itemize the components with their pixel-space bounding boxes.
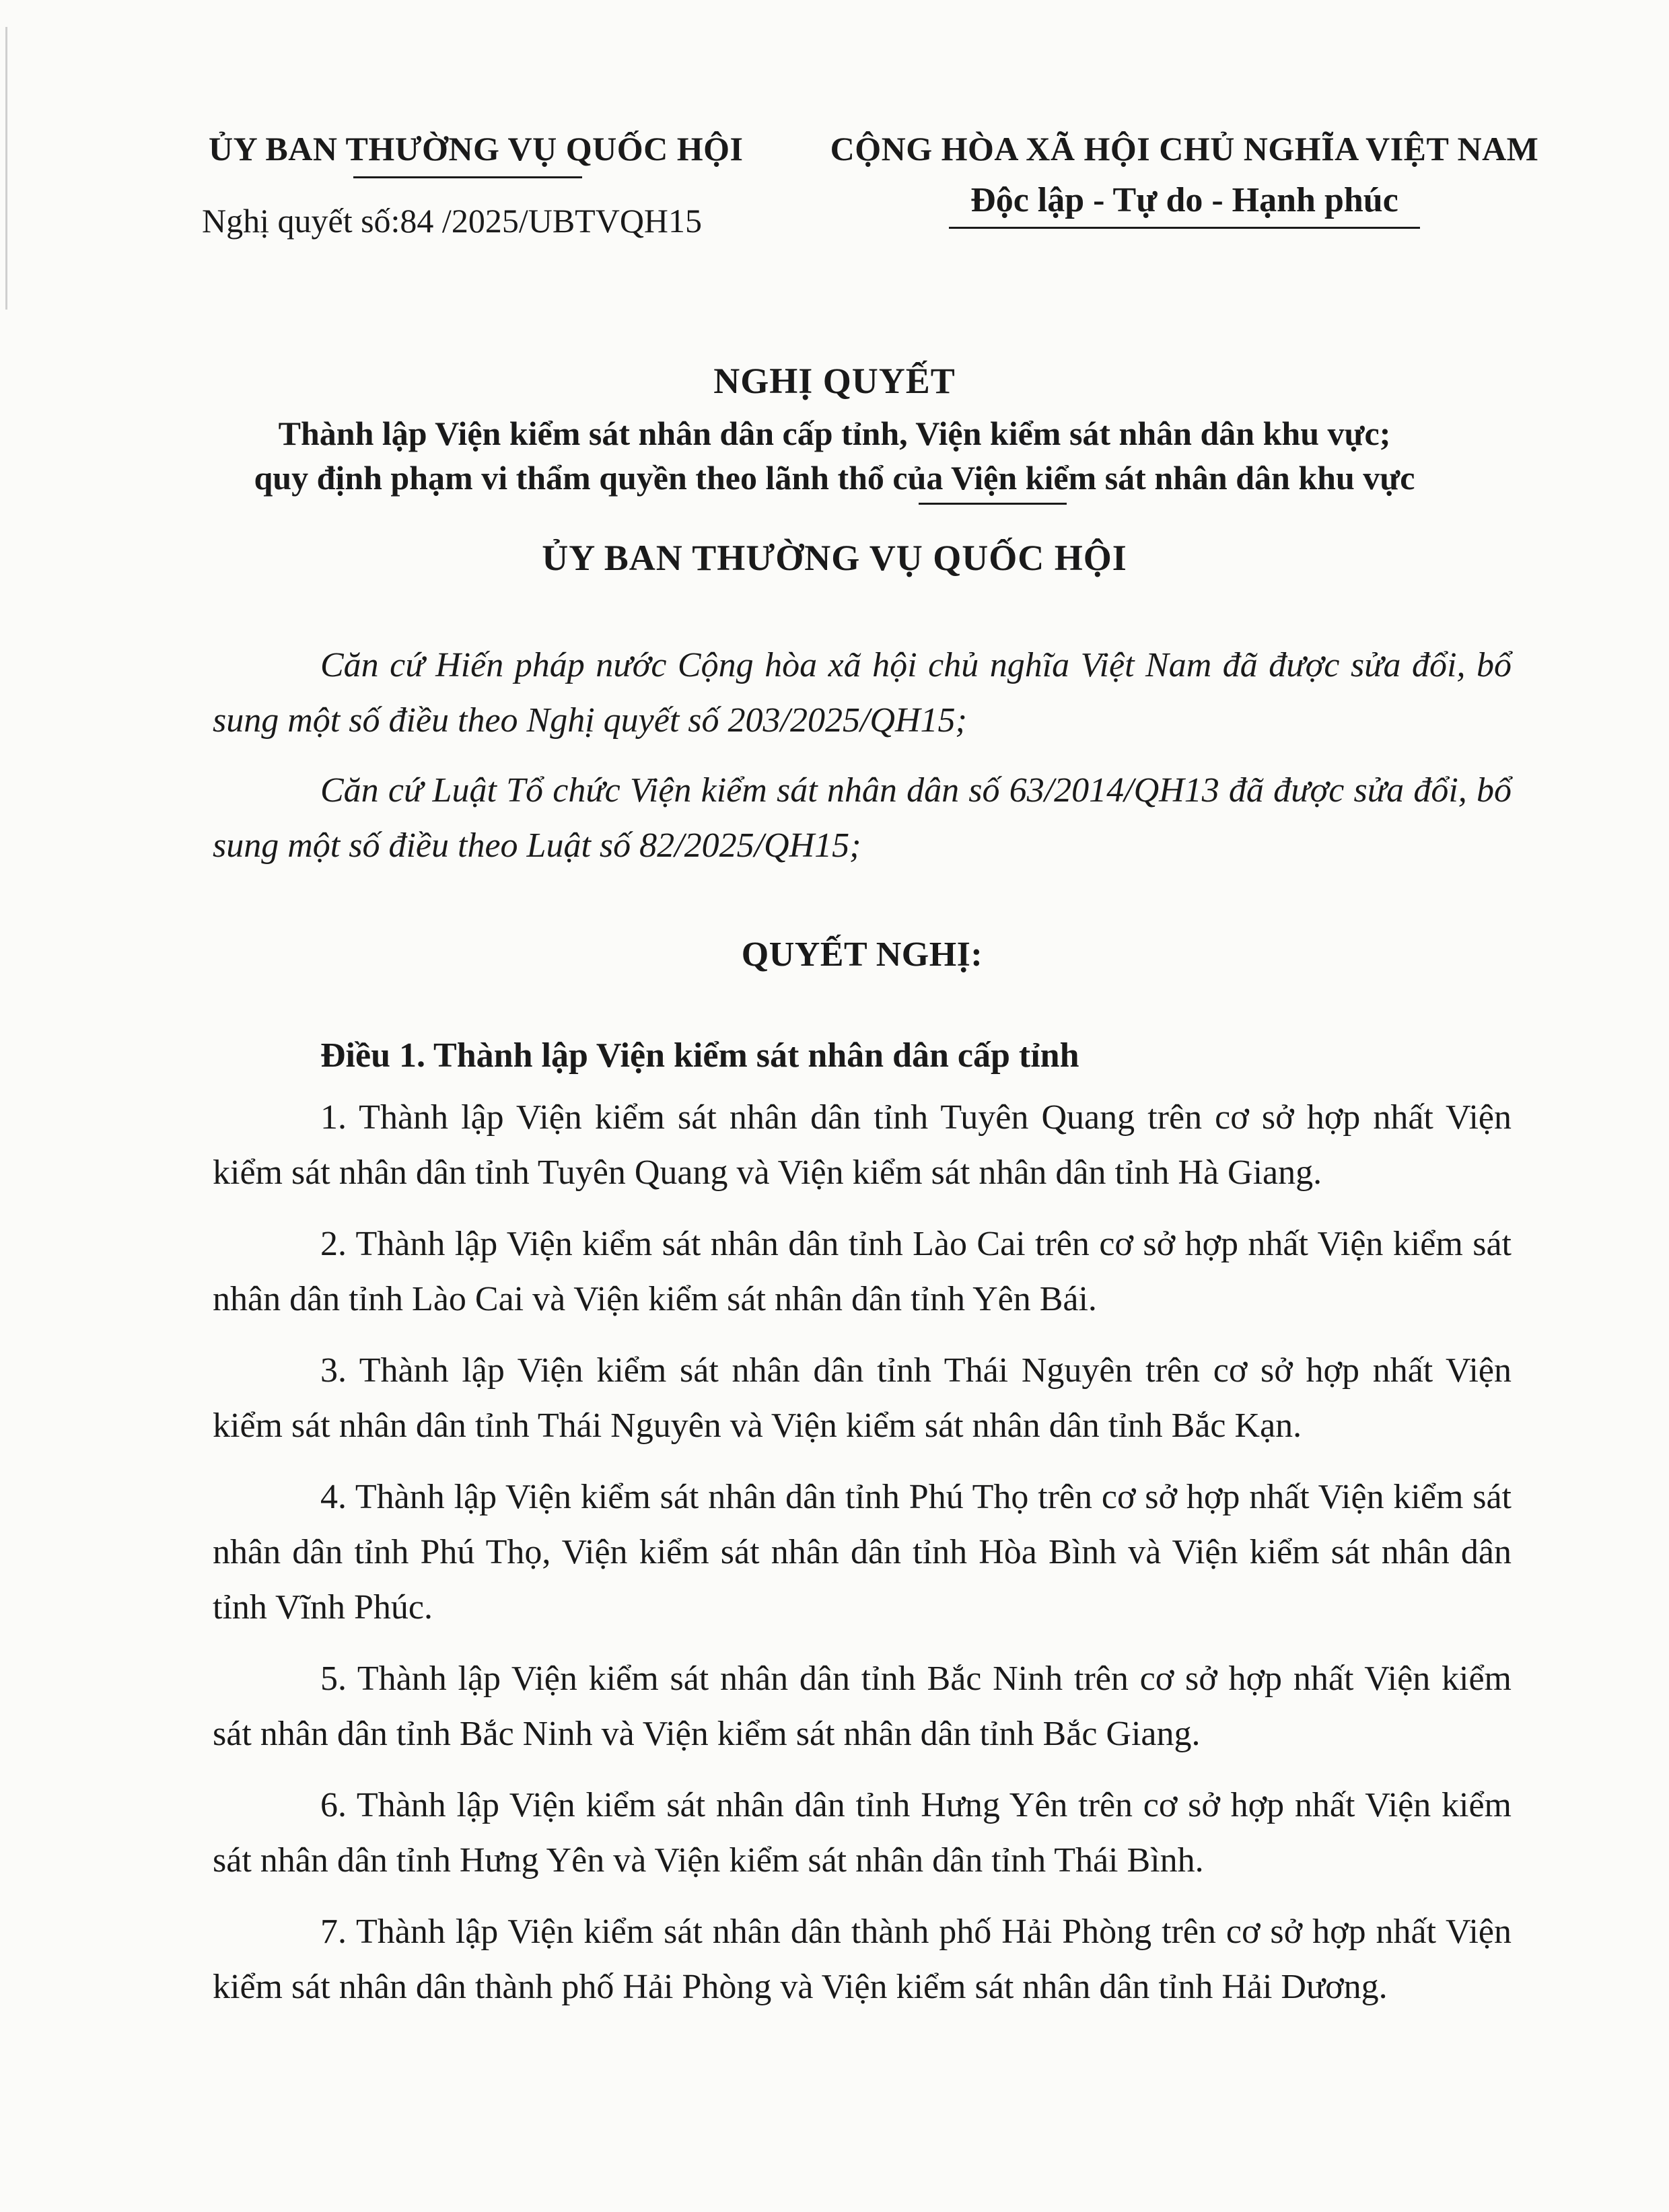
- agency-underline: [353, 176, 582, 178]
- national-motto: Độc lập - Tự do - Hạnh phúc: [970, 181, 1398, 219]
- clause-6: 6. Thành lập Viện kiểm sát nhân dân tỉnh Hưng Yên trên cơ sở hợp nhất Viện kiểm sát nhân dân tỉnh Hưng Yên và Viện kiểm sát nhân dân tỉnh Thái Bình.: [213, 1786, 1512, 1880]
- clause-2: 2. Thành lập Viện kiểm sát nhân dân tỉnh Lào Cai trên cơ sở hợp nhất Viện kiểm sát nhân dân tỉnh Lào Cai và Viện kiểm sát nhân dân tỉnh Yên Bái.: [213, 1225, 1512, 1318]
- scan-edge-shadow: [5, 27, 7, 310]
- subject-line-1: Thành lập Viện kiểm sát nhân dân cấp tỉnh, Viện kiểm sát nhân dân khu vực;: [278, 415, 1391, 452]
- resolves-heading: QUYẾT NGHỊ:: [741, 935, 983, 974]
- document-body: [213, 638, 1512, 2031]
- resolution-number: Nghị quyết số:84 /2025/UBTVQH15: [202, 202, 703, 240]
- clause-7: 7. Thành lập Viện kiểm sát nhân dân thành phố Hải Phòng trên cơ sở hợp nhất Viện kiểm sát nhân dân thành phố Hải Phòng và Viện kiểm sát nhân dân tỉnh Hải Dương.: [213, 1913, 1512, 2006]
- issuer-heading: ỦY BAN THƯỜNG VỤ QUỐC HỘI: [542, 538, 1127, 578]
- legal-basis-constitution: Căn cứ Hiến pháp nước Cộng hòa xã hội chủ nghĩa Việt Nam đã được sửa đổi, bổ sung một số điều theo Nghị quyết số 203/2025/QH15;: [213, 646, 1512, 740]
- clause-4: 4. Thành lập Viện kiểm sát nhân dân tỉnh Phú Thọ trên cơ sở hợp nhất Viện kiểm sát nhân dân tỉnh Phú Thọ, Viện kiểm sát nhân dân tỉnh Hòa Bình và Viện kiểm sát nhân dân tỉnh Vĩnh Phúc.: [213, 1478, 1512, 1627]
- issuing-agency-block: [202, 129, 754, 240]
- nation-name: CỘNG HÒA XÃ HỘI CHỦ NGHĨA VIỆT NAM: [830, 130, 1539, 168]
- clause-5: 5. Thành lập Viện kiểm sát nhân dân tỉnh Bắc Ninh trên cơ sở hợp nhất Viện kiểm sát nhân dân tỉnh Bắc Ninh và Viện kiểm sát nhân dân tỉnh Bắc Giang.: [213, 1660, 1512, 1753]
- national-motto-block: [828, 129, 1541, 229]
- agency-name: ỦY BAN THƯỜNG VỤ QUỐC HỘI: [209, 130, 744, 168]
- document-type: NGHỊ QUYẾT: [713, 361, 956, 401]
- article-1-title: Điều 1. Thành lập Viện kiểm sát nhân dân cấp tỉnh: [320, 1036, 1079, 1075]
- clause-1: 1. Thành lập Viện kiểm sát nhân dân tỉnh Tuyên Quang trên cơ sở hợp nhất Viện kiểm sát nhân dân tỉnh Tuyên Quang và Viện kiểm sát nhân dân tỉnh Hà Giang.: [213, 1098, 1512, 1192]
- motto-underline: [949, 227, 1420, 229]
- clause-3: 3. Thành lập Viện kiểm sát nhân dân tỉnh Thái Nguyên trên cơ sở hợp nhất Viện kiểm sát nhân dân tỉnh Thái Nguyên và Viện kiểm sát nhân dân tỉnh Bắc Kạn.: [213, 1351, 1512, 1445]
- subject-line-2: quy định phạm vi thẩm quyền theo lãnh thổ của Viện kiểm sát nhân dân khu vực: [254, 459, 1415, 497]
- document-title-block: [135, 360, 1534, 579]
- document-subject: [135, 411, 1534, 500]
- subject-underline: [919, 503, 1067, 505]
- legal-basis-law: Căn cứ Luật Tổ chức Viện kiểm sát nhân dân số 63/2014/QH13 đã được sửa đổi, bổ sung một số điều theo Luật số 82/2025/QH15;: [213, 771, 1512, 865]
